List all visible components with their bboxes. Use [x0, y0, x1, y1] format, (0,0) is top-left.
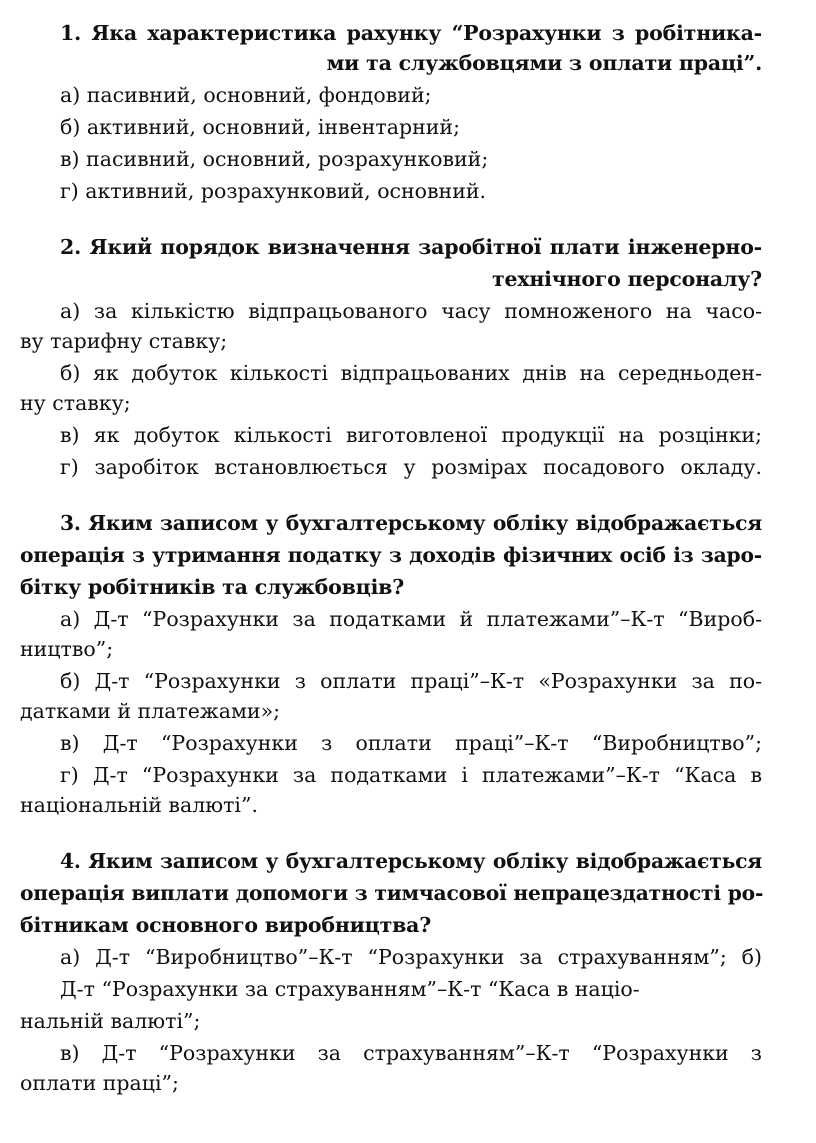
- question-2-option-b-line-1: б) як добуток кількості відпрацьованих днів на середньоден-: [60, 361, 762, 385]
- question-4-option-c-line-1: в) Д-т “Розрахунки за страхуванням”–К-т “Розрахунки з: [60, 1041, 762, 1065]
- question-1-option-b: б) активний, основний, інвентарний;: [60, 115, 460, 139]
- question-3-option-d-line-1: г) Д-т “Розрахунки за податками і платежами”–К-т “Каса в: [60, 763, 762, 787]
- question-1-title-line-2: ми та службовцями з оплати праці”.: [326, 51, 762, 75]
- question-3-title-line-1: 3. Яким записом у бухгалтерському обліку відображається: [60, 511, 762, 535]
- question-3-option-a-line-2: ництво”;: [20, 637, 114, 661]
- question-1-option-c: в) пасивний, основний, розрахунковий;: [60, 147, 489, 171]
- question-3-title-line-3: бітку робітників та службовців?: [20, 575, 405, 599]
- question-3-option-d-line-2: національній валюті”.: [20, 793, 258, 817]
- question-2-title-line-2: технічного персоналу?: [491, 267, 762, 291]
- question-1-option-d: г) активний, розрахунковий, основний.: [60, 179, 487, 203]
- question-2-option-a-line-2: ву тарифну ставку;: [20, 329, 228, 353]
- question-4-option-a: а) Д-т “Виробництво”–К-т “Розрахунки за страхуванням”; б): [60, 945, 762, 969]
- question-1-option-a: а) пасивний, основний, фондовий;: [60, 83, 432, 107]
- question-2-option-a-line-1: а) за кількістю відпрацьованого часу помноженого на часо-: [60, 299, 762, 323]
- question-1-title-line-1: 1. Яка характеристика рахунку “Розрахунки з робітника-: [60, 21, 762, 45]
- question-3-option-b-line-2: датками й платежами»;: [20, 699, 281, 723]
- question-4-title-line-1: 4. Яким записом у бухгалтерському обліку відображається: [60, 849, 762, 873]
- question-4-title-line-2: операція виплати допомоги з тимчасової непрацездатності ро-: [20, 881, 764, 905]
- question-3-option-c: в) Д-т “Розрахунки з оплати праці”–К-т “Виробництво”;: [60, 731, 762, 755]
- question-3-title-line-2: операція з утримання податку з доходів фізичних осіб із заро-: [20, 543, 762, 567]
- question-3-option-b-line-1: б) Д-т “Розрахунки з оплати праці”–К-т «Розрахунки за по-: [60, 669, 762, 693]
- question-2-option-d: г) заробіток встановлюється у розмірах посадового окладу.: [60, 455, 762, 479]
- question-2-title-line-1: 2. Який порядок визначення заробітної плати інженерно-: [60, 235, 762, 259]
- question-4-option-b-line-1: Д-т “Розрахунки за страхуванням”–К-т “Каса в націо-: [60, 977, 640, 1001]
- question-2-option-c: в) як добуток кількості виготовленої продукції на розцінки;: [60, 423, 762, 447]
- question-3-option-a-line-1: а) Д-т “Розрахунки за податками й платежами”–К-т “Вироб-: [60, 607, 762, 631]
- question-4-option-c-line-2: оплати праці”;: [20, 1071, 179, 1095]
- question-2-option-b-line-2: ну ставку;: [20, 391, 131, 415]
- question-4-title-line-3: бітникам основного виробництва?: [20, 913, 432, 937]
- question-4-option-b-line-2: нальній валюті”;: [20, 1009, 201, 1033]
